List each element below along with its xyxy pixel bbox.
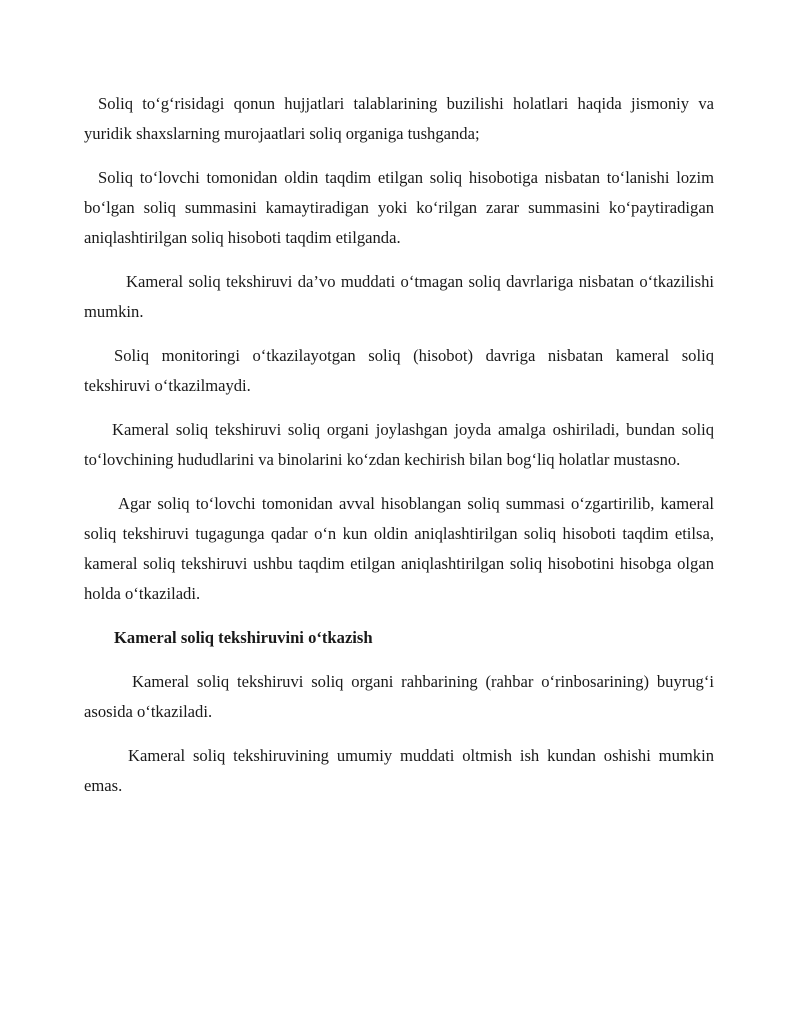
section-heading: Kameral soliq tekshiruvini o‘tkazish [114,628,373,647]
paragraph: Agar soliq to‘lovchi tomonidan avval hisoblangan soliq summasi o‘zgartirilib, kameral soliq tekshiruvi tugagunga qadar o‘n kun oldin aniqlashtirilgan soliq hisoboti taqdim etilsa, kameral soliq tekshiruvi ushbu taqdim etilgan aniqlashtirilgan soliq hisobotini hisobga olgan holda o‘tkaziladi. [84,494,714,603]
paragraph: Kameral soliq tekshiruvining umumiy muddati oltmish ish kundan oshishi mumkin emas. [84,746,714,795]
paragraph: Kameral soliq tekshiruvi da’vo muddati o‘tmagan soliq davrlariga nisbatan o‘tkazilishi mumkin. [84,272,714,321]
document-body [84,89,714,815]
paragraph: Soliq monitoringi o‘tkazilayotgan soliq (hisobot) davriga nisbatan kameral soliq tekshiruvi o‘tkazilmaydi. [84,346,714,395]
paragraph: Kameral soliq tekshiruvi soliq organi rahbarining (rahbar o‘rinbosarining) buyrug‘i asosida o‘tkaziladi. [84,672,714,721]
paragraph: Soliq to‘lovchi tomonidan oldin taqdim etilgan soliq hisobotiga nisbatan to‘lanishi lozim bo‘lgan soliq summasini kamaytiradigan yoki ko‘rilgan zarar summasini ko‘paytiradigan aniqlashtirilgan soliq hisoboti taqdim etilganda. [84,168,714,247]
paragraph: Soliq to‘g‘risidagi qonun hujjatlari talablarining buzilishi holatlari haqida jismoniy va yuridik shaxslarning murojaatlari soliq organiga tushganda; [84,94,714,143]
paragraph: Kameral soliq tekshiruvi soliq organi joylashgan joyda amalga oshiriladi, bundan soliq to‘lovchining hududlarini va binolarini ko‘zdan kechirish bilan bog‘liq holatlar mustasno. [84,420,714,469]
